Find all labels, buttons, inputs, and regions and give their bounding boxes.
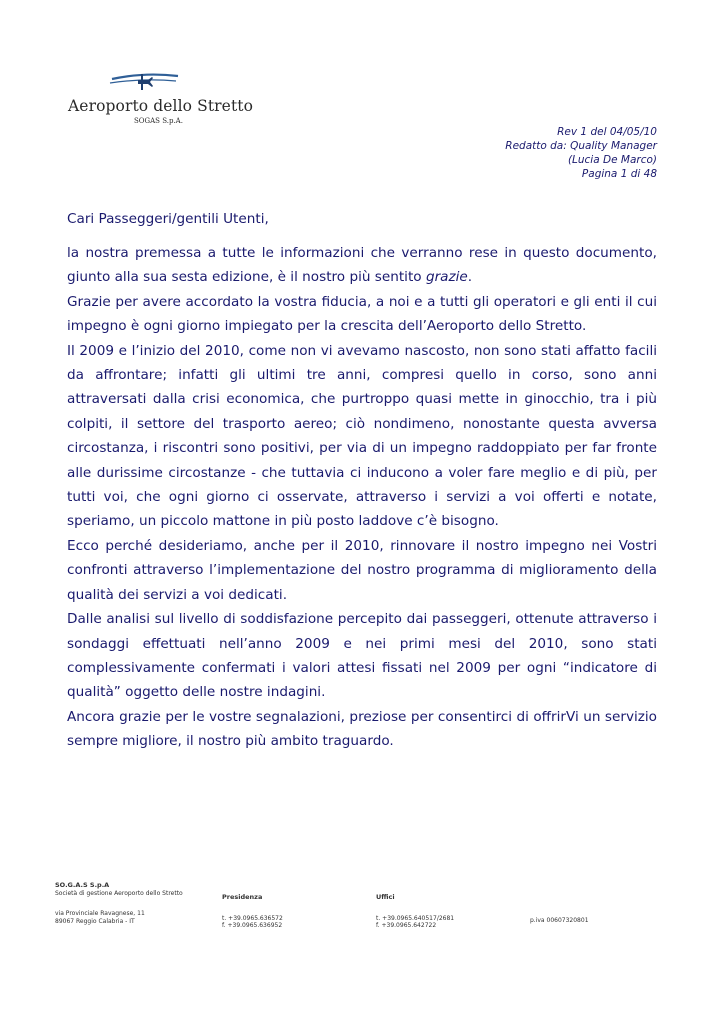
footer-uffici (376, 894, 454, 930)
page-number: Pagina 1 di 48 (581, 168, 657, 180)
author-name: (Lucia De Marco) (567, 154, 657, 166)
greeting: Cari Passeggeri/gentili Utenti, (67, 211, 269, 227)
logo-name: Aeroporto dello Stretto (68, 97, 254, 115)
paragraph-1-text: la nostra premessa a tutte le informazioni che verranno rese in questo documento, giunto alla sua sesta edizione, è il nostro più sentito (67, 245, 657, 286)
author-role: Redatto da: Quality Manager (505, 140, 657, 152)
revision-block (505, 125, 657, 181)
paragraph-4: Ecco perché desideriamo, anche per il 2010, rinnovare il nostro impegno nei Vostri confronti attraverso l’implementazione del nostro programma di miglioramento della qualità dei servizi a voi dedicati. (67, 537, 657, 603)
logo-subtitle: SOGAS S.p.A. (134, 117, 183, 125)
footer-presidenza-fax: f. +39.0965.636952 (222, 922, 283, 929)
footer-address-line-1: via Provinciale Ravagnese, 11 (55, 910, 145, 917)
emphasis-grazie: grazie (425, 269, 468, 286)
letter-body (67, 241, 657, 754)
company-logo (68, 70, 254, 130)
footer-company-name: SO.G.A.S S.p.A (55, 881, 110, 889)
footer-presidenza-label: Presidenza (222, 893, 263, 901)
paragraph-2: Grazie per avere accordato la vostra fiducia, a noi e a tutti gli operatori e gli enti il cui impegno è ogni giorno impiegato per la crescita dell’Aeroporto dello Stretto. (67, 293, 657, 335)
footer-presidenza-tel: t. +39.0965.636572 (222, 914, 283, 922)
footer-piva: p.iva 00607320801 (530, 917, 589, 924)
paragraph-1-end: . (467, 269, 473, 286)
footer-uffici-label: Uffici (376, 893, 395, 901)
paragraph-3: Il 2009 e l’inizio del 2010, come non vi avevamo nascosto, non sono stati affatto facili da affrontare; infatti gli ultimi tre anni, compresi quello in corso, sono anni attraversati dalla crisi economica, che purtroppo quasi mette in ginocchio, tra i più colpiti, il settore del trasporto aereo; ciò nondimeno, nonostante questa avversa circostanza, i riscontri sono positivi, per via di un impegno raddoppiato per far fronte alle durissime circostanze - che tuttavia ci inducono a voler fare meglio e di più, per tutti voi, che ogni giorno ci osservate, attraverso i servizi a voi offerti e notate, speriamo, un piccolo mattone in più posto laddove c’è bisogno. (67, 342, 657, 530)
footer-address-line-2: 89067 Reggio Calabria - IT (55, 917, 135, 925)
paragraph-5: Dalle analisi sul livello di soddisfazione percepito dai passeggeri, ottenute attraverso i sondaggi effettuati nell’anno 2009 e nei primi mesi del 2010, sono stati complessivamente confermati i valori attesi fissati nel 2009 per ogni “indicatore di qualità” oggetto delle nostre indagini. (67, 611, 657, 701)
footer-company (55, 882, 183, 925)
footer-uffici-tel: t. +39.0965.640517/2681 (376, 914, 455, 922)
paragraph-6: Ancora grazie per le vostre segnalazioni, preziose per consentirci di offrirVi un servizio sempre migliore, il nostro più ambito traguardo. (67, 708, 657, 750)
airplane-icon (108, 70, 180, 94)
revision-line: Rev 1 del 04/05/10 (557, 126, 657, 138)
footer-uffici-fax: f. +39.0965.642722 (376, 922, 437, 929)
footer-presidenza (222, 894, 283, 930)
footer-company-desc: Società di gestione Aeroporto dello Stretto (55, 889, 183, 897)
paragraph-1 (67, 241, 657, 290)
